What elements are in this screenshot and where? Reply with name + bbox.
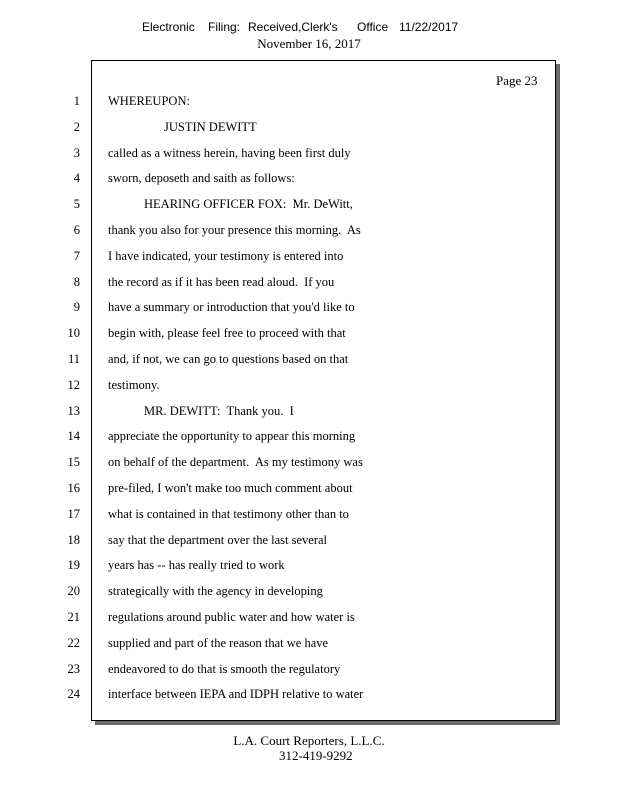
line-number: 23 [67,661,80,676]
transcript-line [0,530,618,556]
page-number: Page 23 [496,73,538,88]
transcript-line [0,168,618,194]
line-number: 5 [73,197,80,212]
line-text: the record as if it has been read aloud. If you [108,274,335,289]
transcript-line [0,297,618,323]
line-text: testimony. [108,377,160,392]
line-number: 21 [67,609,80,624]
line-text: say that the department over the last several [108,532,328,547]
transcript-line [0,91,618,117]
line-number: 17 [67,506,80,521]
line-number: 12 [67,377,80,392]
line-number: 10 [67,326,80,341]
stamp-received: Received,Clerk's [248,20,338,34]
transcript-line [0,375,618,401]
line-text: strategically with the agency in developing [108,584,323,599]
transcript-line [0,272,618,298]
line-number: 24 [67,687,80,702]
transcript-line [0,349,618,375]
line-text: on behalf of the department. As my testimony was [108,455,363,470]
transcript-line [0,684,618,710]
transcript-line [0,401,618,427]
line-number: 3 [73,145,80,160]
stamp-office: Office [357,20,389,34]
stamp-filing: Filing: [208,20,241,34]
line-text: interface between IEPA and IDPH relative to water [108,687,364,702]
line-text: JUSTIN DEWITT [164,119,257,134]
footer-company: L.A. Court Reporters, L.L.C. [233,733,385,748]
line-number: 13 [67,403,80,418]
stamp-date: 11/22/2017 [399,20,459,34]
line-text: years has -- has really tried to work [108,558,285,573]
line-number: 6 [73,222,80,237]
line-number: 11 [67,351,80,366]
transcript-line [0,117,618,143]
line-text: what is contained in that testimony other than to [108,506,349,521]
transcript-lines [0,91,618,710]
transcript-line [0,143,618,169]
transcript-line [0,426,618,452]
line-number: 19 [67,558,80,573]
line-text: regulations around public water and how water is [108,609,355,624]
line-number: 4 [73,171,80,186]
line-number: 14 [67,429,80,444]
line-number: 22 [67,635,80,650]
line-text: MR. DEWITT: Thank you. I [144,403,294,418]
transcript-line [0,220,618,246]
line-number: 1 [73,94,80,108]
transcript-line [0,633,618,659]
line-text: HEARING OFFICER FOX: Mr. DeWitt, [144,197,353,212]
transcript-line [0,452,618,478]
line-text: thank you also for your presence this morning. As [108,222,361,237]
line-text: begin with, please feel free to proceed with that [108,326,346,341]
transcript-line [0,504,618,530]
line-number: 7 [73,248,80,263]
line-number: 15 [67,455,80,470]
line-text: pre-filed, I won't make too much comment about [108,480,353,495]
transcript-date: November 16, 2017 [257,36,361,51]
line-number: 20 [67,584,80,599]
line-text: and, if not, we can go to questions based on that [108,351,349,366]
line-number: 8 [73,274,80,289]
transcript-line [0,607,618,633]
footer-phone: 312-419-9292 [279,748,353,763]
transcript-line [0,478,618,504]
line-text: endeavored to do that is smooth the regulatory [108,661,341,676]
line-number: 18 [67,532,80,547]
line-number: 16 [67,480,80,495]
transcript-line [0,246,618,272]
line-text: sworn, deposeth and saith as follows: [108,171,295,186]
line-text: WHEREUPON: [108,94,190,108]
line-text: supplied and part of the reason that we have [108,635,329,650]
line-text: I have indicated, your testimony is entered into [108,248,344,263]
transcript-line [0,555,618,581]
transcript-line [0,659,618,685]
line-number: 2 [73,119,80,134]
transcript-line [0,194,618,220]
line-number: 9 [73,300,80,315]
line-text: called as a witness herein, having been first duly [108,145,351,160]
line-text: have a summary or introduction that you'd like to [108,300,355,315]
transcript-line [0,323,618,349]
stamp-electronic: Electronic [142,20,195,34]
transcript-line [0,581,618,607]
line-text: appreciate the opportunity to appear this morning [108,429,356,444]
